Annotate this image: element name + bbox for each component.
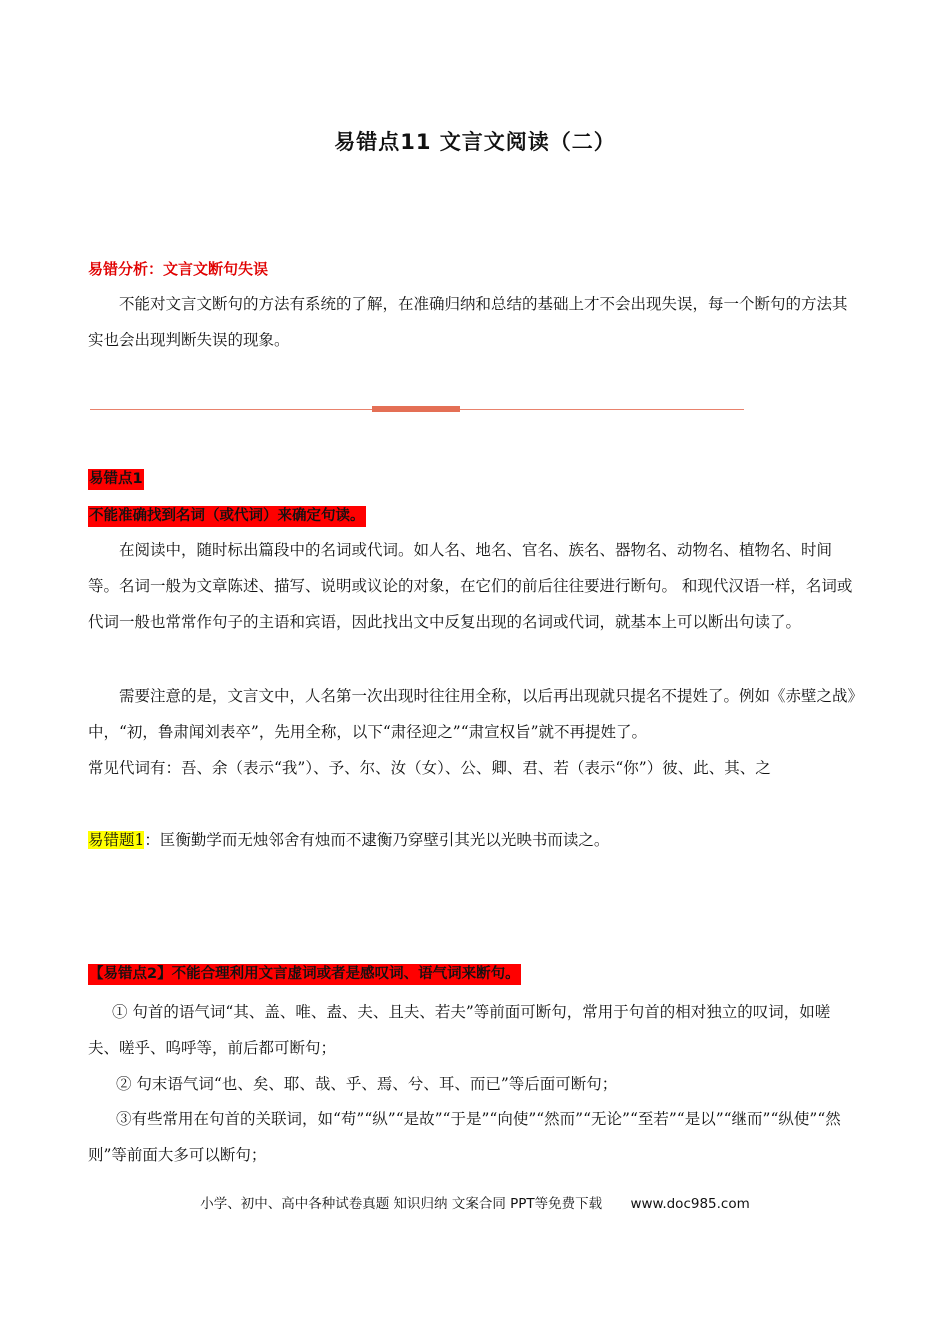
page-footer — [0, 1192, 950, 1212]
point1-paragraph-1: 在阅读中，随时标出篇段中的名词或代词。如人名、地名、官名、族名、器物名、动物名、植物名、时间等。名词一般为文章陈述、描写、说明或议论的对象，在它们的前后往往要进行断句。 和现代汉语一样，名词或代词一般也常常作句子的主语和宾语，因此找出文中反复出现的名词或代词，就基本上可以断出句读了。 — [88, 541, 853, 631]
section-divider-accent — [372, 406, 460, 412]
point2-item-2: ② 句末语气词“也、矣、耶、哉、乎、焉、兮、耳、而已”等后面可断句； — [116, 1075, 618, 1093]
point1-paragraph-2: 需要注意的是，文言文中，人名第一次出现时往往用全称，以后再出现就只提名不提姓了。例如《赤壁之战》中，“初，鲁肃闻刘表卒”，先用全称，以下“肃径迎之”“肃宣权旨”就不再提姓了。 — [88, 687, 856, 741]
point2-heading: 【易错点2】不能合理利用文言虚词或者是感叹词、语气词来断句。 — [88, 964, 521, 985]
footer-text: 小学、初中、高中各种试卷真题 知识归纳 文案合同 PPT等免费下载 — [200, 1196, 603, 1212]
page-title: 易错点11 文言文阅读（二） — [334, 130, 616, 154]
point2-item-3: ③有些常用在句首的关联词，如“苟”“纵”“是故”“于是”“向使”“然而”“无论”“至若”“是以”“继而”“纵使”“然则”等前面大多可以断句； — [88, 1110, 841, 1164]
analysis-body: 不能对文言文断句的方法有系统的了解，在准确归纳和总结的基础上才不会出现失误，每一个断句的方法其实也会出现判断失误的现象。 — [88, 295, 848, 349]
point2-item-1: ① 句首的语气词“其、盖、唯、盍、夫、且夫、若夫”等前面可断句，常用于句首的相对独立的叹词，如嗟夫、嗟乎、呜呼等，前后都可断句； — [88, 1003, 831, 1057]
footer-url[interactable]: www.doc985.com — [630, 1196, 750, 1212]
point1-label: 易错点1 — [88, 469, 144, 490]
point1-question — [88, 822, 860, 858]
point1-heading: 不能准确找到名词（或代词）来确定句读。 — [88, 506, 366, 527]
analysis-heading: 易错分析：文言文断句失误 — [88, 260, 269, 278]
question-text: ：匡衡勤学而无烛邻舍有烛而不逮衡乃穿壁引其光以光映书而读之。 — [144, 831, 610, 849]
point1-pronouns: 常见代词有：吾、余（表示“我”）、予、尔、汝（女）、公、卿、君、若（表示“你”）彼、此、其、之 — [88, 759, 771, 777]
question-label: 易错题1 — [88, 831, 145, 849]
